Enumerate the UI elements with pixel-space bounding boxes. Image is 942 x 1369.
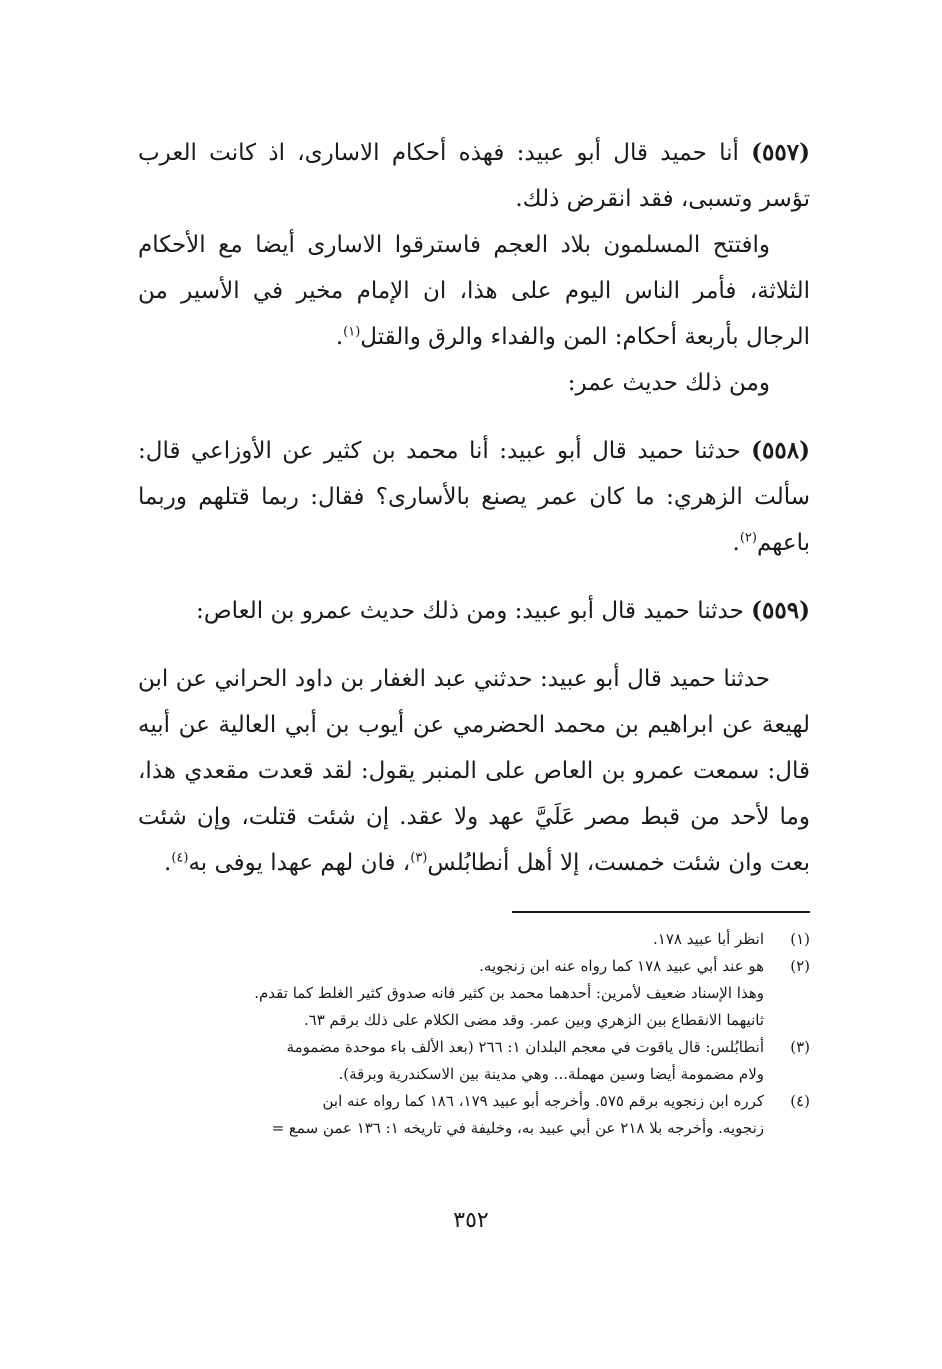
- paragraph-end: .: [335, 324, 344, 350]
- paragraph-conquest: [138, 222, 810, 360]
- footnote-ref-2[interactable]: (٢): [739, 530, 757, 546]
- paragraph-amr-speech: [138, 656, 810, 886]
- paragraph-text: وافتتح المسلمون بلاد العجم فاسترقوا الاسارى أيضا مع الأحكام الثلاثة، فأمر الناس اليوم على هذا، ان الإمام مخير في الأسير من الرجال بأربعة أحكام: المن والفداء والرق والقتل: [138, 232, 810, 350]
- paragraph-umar-intro: [138, 360, 810, 406]
- hadith-number: (٥٥٨): [751, 437, 810, 464]
- footnote-4: [130, 1088, 810, 1142]
- paragraph-text: حدثنا حميد قال أبو عبيد: ومن ذلك حديث عمرو بن العاص:: [196, 598, 752, 624]
- footnote-ref-4[interactable]: (٤): [171, 850, 189, 866]
- paragraph-text: ومن ذلك حديث عمر:: [567, 370, 770, 396]
- footnotes: [130, 926, 810, 1142]
- footnote-line: ثانيهما الانقطاع بين الزهري وبين عمر. وقد مضى الكلام على ذلك برقم ٦٣.: [303, 1011, 764, 1029]
- paragraph-text: حدثنا حميد قال أبو عبيد: حدثني عبد الغفار بن داود الحراني عن ابن لهيعة عن ابراهيم بن محمد الحضرمي عن أيوب بن أبي العالية عن أبيه قال: سمعت عمرو بن العاص على المنبر يقول: لقد قعدت مقعدي هذا، وما لأحد من قبط مصر عَلَيَّ عهد ولا عقد. إن شئت قتلت، وإن شئت بعت وان شئت خمست، إلا أهل أنطابُلس: [138, 666, 810, 876]
- footnote-line: زنجويه. وأخرجه بلا ٢١٨ عن أبي عبيد به، وخليفة في تاريخه ١: ١٣٦ عمن سمع =: [271, 1119, 764, 1137]
- page-number: ٣٥٢: [453, 1208, 489, 1233]
- paragraph-558: [138, 428, 810, 566]
- hadith-number: (٥٥٧): [751, 139, 810, 166]
- footnote-body: [130, 953, 764, 1034]
- footnote-body: [130, 1088, 764, 1142]
- main-text: [138, 130, 810, 886]
- footnote-line: كرره ابن زنجويه برقم ٥٧٥. وأخرجه أبو عبيد ١٧٩، ١٨٦ كما رواه عنه ابن: [322, 1092, 764, 1110]
- footnote-number: (١): [790, 930, 810, 948]
- footnote-ref-1[interactable]: (١): [343, 324, 361, 340]
- footnote-body: [130, 926, 764, 953]
- hadith-number: (٥٥٩): [751, 597, 810, 624]
- paragraph-end: .: [732, 530, 740, 556]
- footnote-1: [130, 926, 810, 953]
- footnote-line: أنطابُلس: قال ياقوت في معجم البلدان ١: ٢٦٦ (بعد الألف باء موحدة مضمومة: [286, 1038, 764, 1056]
- paragraph-559: [138, 588, 810, 634]
- footnote-3: [130, 1034, 810, 1088]
- footnote-divider: [512, 911, 810, 913]
- footnote-number: (٢): [790, 957, 810, 975]
- footnote-body: [130, 1034, 764, 1088]
- footnote-line: ولام مضمومة أيضا وسين مهملة... وهي مدينة بين الاسكندرية وبرقة).: [338, 1065, 764, 1083]
- paragraph-557: [138, 130, 810, 222]
- footnote-ref-3[interactable]: (٣): [410, 850, 428, 866]
- footnote-line: انظر أبا عبيد ١٧٨.: [653, 930, 764, 948]
- paragraph-end: .: [164, 850, 172, 876]
- paragraph-text: أنا حميد قال أبو عبيد: فهذه أحكام الاسارى، اذ كانت العرب تؤسر وتسبى، فقد انقرض ذلك.: [138, 140, 810, 212]
- footnote-line: وهذا الإسناد ضعيف لأمرين: أحدهما محمد بن كثير فانه صدوق كثير الغلط كما تقدم.: [254, 984, 764, 1002]
- paragraph-text-continued: ، فان لهم عهدا يوفى به: [188, 850, 411, 876]
- footnote-number: (٣): [790, 1038, 810, 1056]
- footnote-line: هو عند أبي عبيد ١٧٨ كما رواه عنه ابن زنجويه.: [479, 957, 764, 975]
- footnote-2: [130, 953, 810, 1034]
- paragraph-text: حدثنا حميد قال أبو عبيد: أنا محمد بن كثير عن الأوزاعي قال: سألت الزهري: ما كان عمر يصنع بالأسارى؟ فقال: ربما قتلهم وربما باعهم: [138, 438, 810, 556]
- footnote-number: (٤): [790, 1092, 810, 1110]
